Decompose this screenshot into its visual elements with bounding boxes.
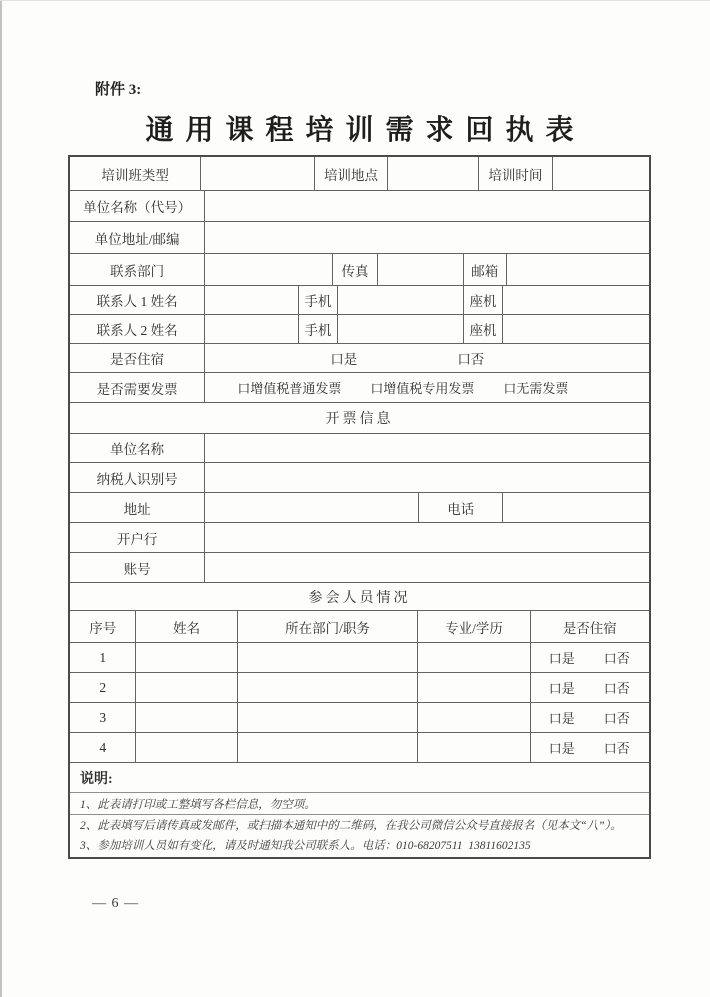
contact2-landline-label: 座机 (463, 315, 503, 343)
scan-edge-artifact (0, 0, 2, 997)
col-header-dept: 所在部门/职务 (237, 611, 418, 642)
participant-major-cell (417, 703, 529, 732)
invoice-phone-value-cell (502, 493, 648, 522)
participant-index: 4 (99, 739, 107, 755)
participant-dept-cell (237, 733, 418, 762)
org-name-label: 单位名称（代号） (83, 200, 192, 215)
participant-major-cell (417, 673, 529, 702)
invoice-none-checkbox: 口无需发票 (503, 381, 569, 396)
col-header-name: 姓名 (135, 611, 236, 642)
participant-lodging-cell (530, 733, 649, 762)
participant-row-3 (70, 702, 649, 732)
col-header-lodging: 是否住宿 (530, 611, 649, 642)
participant-row-2 (70, 672, 649, 702)
participant-index: 2 (99, 679, 107, 695)
account-label: 账号 (123, 561, 151, 577)
bank-row (70, 522, 649, 552)
participant-row-4 (70, 732, 649, 762)
lodging-label: 是否住宿 (110, 352, 165, 367)
participants-header-row (70, 610, 649, 642)
account-value-cell (204, 553, 649, 582)
invoice-section-header-row (70, 402, 649, 433)
contact1-name-value-cell (204, 286, 297, 314)
contact1-mobile-value-cell (337, 286, 462, 314)
note-1-row (70, 792, 649, 814)
scan-edge-artifact-top (0, 0, 710, 1)
col-header-major: 专业/学历 (417, 611, 529, 642)
invoice-need-row (70, 372, 649, 402)
participants-section-header-row (70, 582, 649, 610)
invoice-phone-label: 电话 (418, 493, 503, 522)
page-title: 通用课程培训需求回执表 (145, 115, 586, 146)
note-item-3: 3、参加培训人员如有变化，请及时通知我公司联系人。电话：010-68207511 13811602135 (80, 840, 531, 852)
lodging-yes-checkbox: 口是 (548, 711, 575, 726)
email-value-cell (506, 254, 649, 285)
lodging-options-cell (204, 344, 649, 372)
participant-name-cell (135, 643, 236, 672)
participants-section-title: 参会人员情况 (308, 590, 411, 606)
invoice-address-value-cell (204, 493, 418, 522)
invoice-options-cell (204, 373, 649, 402)
email-label: 邮箱 (463, 254, 506, 285)
lodging-yes-checkbox: 口是 (548, 681, 575, 696)
notes-title-row (70, 762, 649, 792)
invoice-section-title: 开票信息 (325, 412, 394, 427)
lodging-row (70, 343, 649, 372)
org-address-row (70, 221, 649, 253)
participant-index: 1 (99, 649, 107, 665)
contact2-mobile-value-cell (337, 315, 462, 343)
training-type-row (70, 157, 649, 190)
contact-dept-value-cell (204, 254, 332, 285)
org-address-value-cell (204, 222, 649, 253)
lodging-yes-checkbox: 口是 (548, 741, 575, 756)
invoice-special-checkbox: 口增值税专用发票 (370, 381, 475, 396)
contact-dept-label: 联系部门 (110, 263, 165, 279)
contact-dept-row (70, 253, 649, 285)
training-time-value-cell (552, 157, 649, 190)
training-location-value-cell (387, 157, 477, 190)
participant-row-1 (70, 642, 649, 672)
bank-value-cell (204, 523, 649, 552)
invoice-general-checkbox: 口增值税普通发票 (237, 381, 342, 396)
participant-dept-cell (237, 643, 418, 672)
page-number: — 6 — (92, 896, 139, 911)
lodging-no-checkbox: 口否 (457, 352, 485, 367)
participant-index: 3 (99, 709, 107, 725)
tax-id-label: 纳税人识别号 (96, 471, 178, 487)
contact2-mobile-label: 手机 (298, 315, 338, 343)
contact1-mobile-label: 手机 (298, 286, 338, 314)
attachment-label: 附件 3: (95, 82, 142, 98)
participant-major-cell (417, 733, 529, 762)
training-time-label: 培训时间 (478, 157, 553, 190)
contact1-landline-label: 座机 (463, 286, 503, 314)
contact2-name-value-cell (204, 315, 297, 343)
invoice-org-value-cell (204, 434, 649, 462)
contact1-landline-value-cell (502, 286, 648, 314)
notes-2-3-cell (70, 815, 649, 857)
note-item-1: 1、此表请打印或工整填写各栏信息，勿空项。 (80, 798, 316, 811)
lodging-no-checkbox: 口否 (603, 681, 630, 696)
training-location-label: 培训地点 (314, 157, 388, 190)
participant-dept-cell (237, 673, 418, 702)
participant-name-cell (135, 733, 236, 762)
contact2-name-label: 联系人 2 姓名 (96, 323, 178, 338)
col-header-index: 序号 (89, 620, 117, 636)
fax-label: 传真 (332, 254, 377, 285)
contact1-name-label: 联系人 1 姓名 (96, 294, 178, 309)
org-name-value-cell (204, 191, 649, 221)
note-item-2: 2、此表填写后请传真或发邮件，或扫描本通知中的二维码，在我公司微信公众号直接报名（见本文“八”）。 (80, 820, 622, 832)
invoice-address-label: 地址 (123, 501, 151, 517)
participant-major-cell (417, 643, 529, 672)
invoice-org-label: 单位名称 (110, 442, 165, 457)
account-row (70, 552, 649, 582)
lodging-no-checkbox: 口否 (603, 711, 630, 726)
participant-lodging-cell (530, 643, 649, 672)
lodging-yes-checkbox: 口是 (330, 352, 358, 367)
notes-2-3-row (70, 814, 649, 857)
contact2-landline-value-cell (502, 315, 648, 343)
training-type-value-cell (200, 157, 313, 190)
invoice-org-row (70, 433, 649, 462)
lodging-no-checkbox: 口否 (603, 741, 630, 756)
contact1-row (70, 285, 649, 314)
training-type-label: 培训班类型 (101, 167, 169, 183)
org-address-label: 单位地址/邮编 (94, 231, 180, 247)
participant-dept-cell (237, 703, 418, 732)
participant-name-cell (135, 703, 236, 732)
tax-id-row (70, 462, 649, 492)
org-name-row (70, 190, 649, 221)
lodging-no-checkbox: 口否 (603, 651, 630, 666)
contact2-row (70, 314, 649, 343)
fax-value-cell (377, 254, 463, 285)
participant-lodging-cell (530, 673, 649, 702)
notes-title: 说明: (80, 771, 113, 787)
invoice-address-row (70, 492, 649, 522)
participant-lodging-cell (530, 703, 649, 732)
bank-label: 开户行 (116, 531, 158, 547)
tax-id-value-cell (204, 463, 649, 492)
form-table (68, 155, 651, 859)
lodging-yes-checkbox: 口是 (548, 651, 575, 666)
invoice-need-label: 是否需要发票 (96, 381, 178, 397)
participant-name-cell (135, 673, 236, 702)
